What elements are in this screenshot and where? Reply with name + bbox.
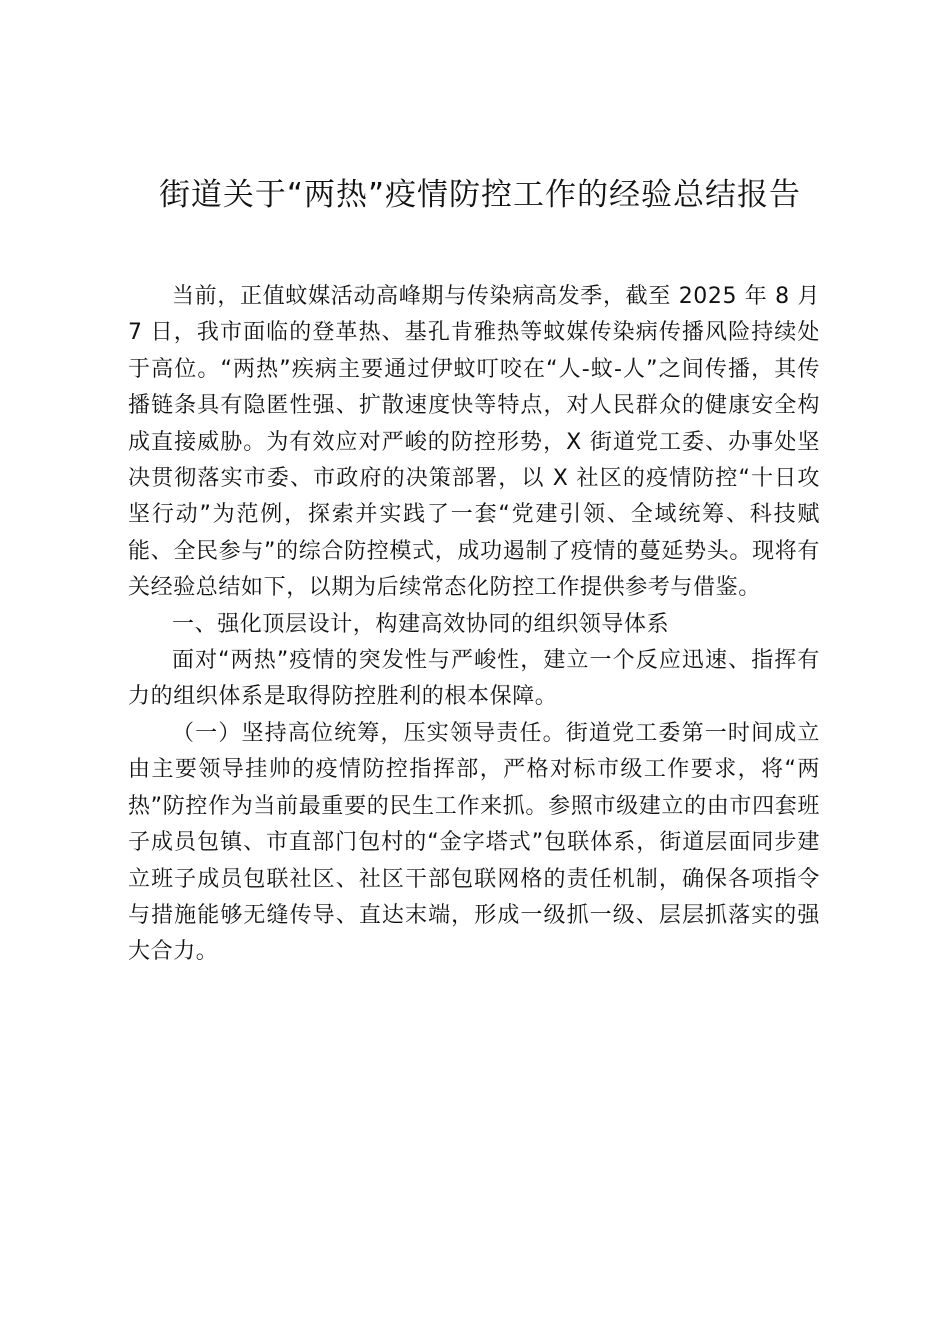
intro-paragraph: 当前，正值蚊媒活动高峰期与传染病高发季，截至 2025 年 8 月 7 日，我市面临的登革热、基孔肯雅热等蚊媒传染病传播风险持续处于高位。“两热”疾病主要通过伊蚊叮咬在“人-蚊-人”之间传播，其传播链条具有隐匿性强、扩散速度快等特点，对人民群众的健康安全构成直接威胁。为有效应对严峻的防控形势，X 街道党工委、办事处坚决贯彻落实市委、市政府的决策部署，以 X 社区的疫情防控“十日攻坚行动”为范例，探索并实践了一套“党建引领、全域统筹、科技赋能、全民参与”的综合防控模式，成功遏制了疫情的蔓延势头。现将有关经验总结如下，以期为后续常态化防控工作提供参考与借鉴。 xyxy=(128,284,820,601)
section-heading-1: 一、强化顶层设计，构建高效协同的组织领导体系 xyxy=(172,611,670,637)
document-body xyxy=(128,279,820,971)
document-title: 街道关于“两热”疫情防控工作的经验总结报告 xyxy=(158,177,802,213)
section-1-paragraph: 面对“两热”疫情的突发性与严峻性，建立一个反应迅速、指挥有力的组织体系是取得防控胜利的根本保障。 xyxy=(128,648,820,710)
subsection-1-paragraph: （一）坚持高位统筹，压实领导责任。街道党工委第一时间成立由主要领导挂帅的疫情防控指挥部，严格对标市级工作要求，将“两热”防控作为当前最重要的民生工作来抓。参照市级建立的由市四套班子成员包镇、市直部门包村的“金字塔式”包联体系，街道层面同步建立班子成员包联社区、社区干部包联网格的责任机制，确保各项指令与措施能够无缝传导、直达末端，形成一级抓一级、层层抓落实的强大合力。 xyxy=(128,720,820,965)
